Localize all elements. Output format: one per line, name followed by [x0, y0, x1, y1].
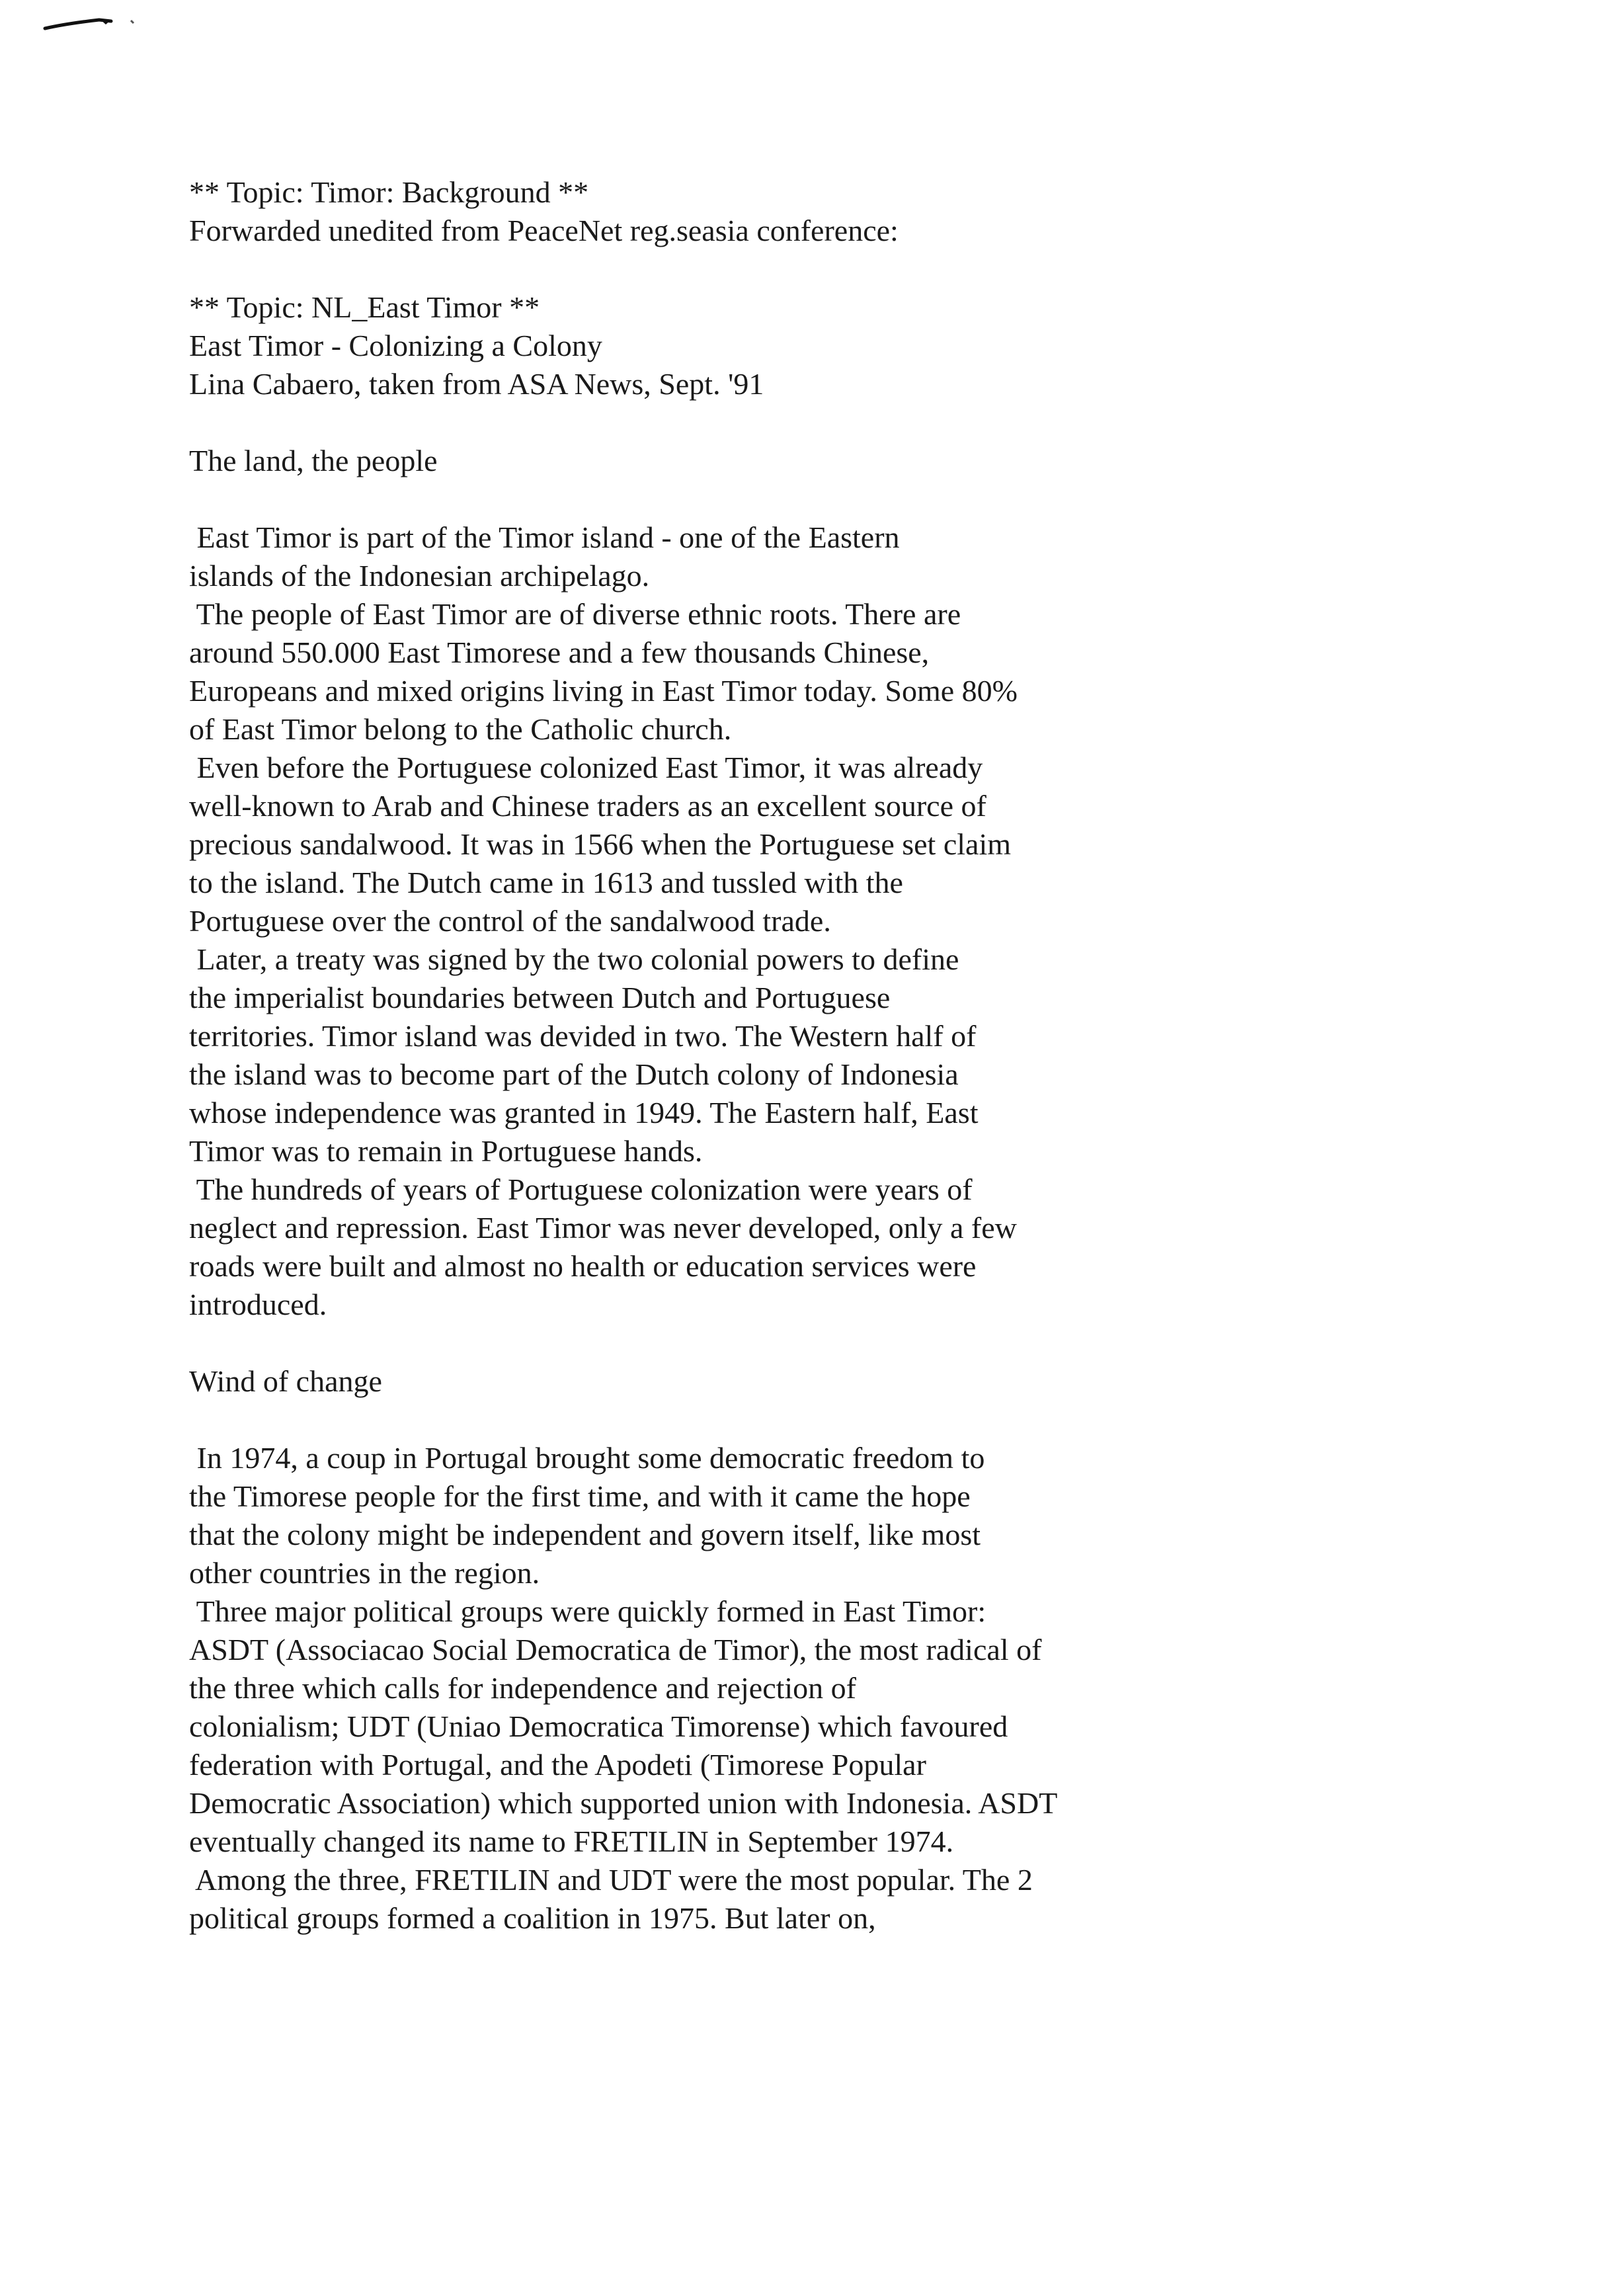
text-line: In 1974, a coup in Portugal brought some democratic freedom to — [189, 1441, 985, 1475]
text-line: East Timor - Colonizing a Colony — [189, 329, 602, 362]
text-line: The hundreds of years of Portuguese colonization were years of — [189, 1172, 973, 1206]
text-line: introduced. — [189, 1288, 327, 1321]
text-line: well-known to Arab and Chinese traders as an excellent source of — [189, 789, 986, 823]
text-line: The land, the people — [189, 444, 438, 477]
text-line: colonialism; UDT (Uniao Democratica Timorense) which favoured — [189, 1709, 1008, 1743]
text-line: islands of the Indonesian archipelago. — [189, 559, 650, 593]
text-line: precious sandalwood. It was in 1566 when the Portuguese set claim — [189, 827, 1012, 861]
scan-artifact-mark — [0, 0, 159, 40]
blank-line — [189, 480, 1485, 518]
text-line: Even before the Portuguese colonized East Timor, it was already — [189, 751, 983, 784]
text-line: to the island. The Dutch came in 1613 and tussled with the — [189, 866, 903, 899]
text-line: The people of East Timor are of diverse ethnic roots. There are — [189, 597, 961, 631]
text-line: that the colony might be independent and govern itself, like most — [189, 1518, 981, 1551]
text-line: Europeans and mixed origins living in East Timor today. Some 80% — [189, 674, 1018, 708]
text-line: Among the three, FRETILIN and UDT were the most popular. The 2 — [189, 1863, 1033, 1897]
text-line: ** Topic: NL_East Timor ** — [189, 290, 540, 324]
text-line: roads were built and almost no health or education services were — [189, 1249, 977, 1283]
text-line: Three major political groups were quickly formed in East Timor: — [189, 1594, 986, 1628]
blank-line — [189, 1324, 1485, 1362]
blank-line — [189, 1401, 1485, 1439]
text-line: the imperialist boundaries between Dutch and Portuguese — [189, 981, 891, 1014]
document-body — [189, 173, 1485, 1938]
blank-line — [189, 403, 1485, 442]
text-line: Portuguese over the control of the sandalwood trade. — [189, 904, 831, 938]
text-line: Timor was to remain in Portuguese hands. — [189, 1134, 703, 1168]
text-line: ASDT (Associacao Social Democratica de Timor), the most radical of — [189, 1633, 1042, 1666]
text-line: political groups formed a coalition in 1975. But later on, — [189, 1901, 876, 1935]
text-line: ** Topic: Timor: Background ** — [189, 175, 589, 209]
text-line: Democratic Association) which supported union with Indonesia. ASDT — [189, 1786, 1058, 1820]
text-line: other countries in the region. — [189, 1556, 540, 1590]
text-line: territories. Timor island was devided in two. The Western half of — [189, 1019, 977, 1053]
text-line: Lina Cabaero, taken from ASA News, Sept. '91 — [189, 367, 764, 401]
text-line: neglect and repression. East Timor was never developed, only a few — [189, 1211, 1017, 1245]
text-line: Wind of change — [189, 1364, 382, 1398]
text-line: the Timorese people for the first time, and with it came the hope — [189, 1479, 971, 1513]
text-line: the island was to become part of the Dutch colony of Indonesia — [189, 1057, 959, 1091]
text-line: Forwarded unedited from PeaceNet reg.seasia conference: — [189, 214, 899, 247]
text-line: East Timor is part of the Timor island - one of the Eastern — [189, 520, 900, 554]
text-line: eventually changed its name to FRETILIN in September 1974. — [189, 1824, 954, 1858]
text-line: the three which calls for independence and rejection of — [189, 1671, 856, 1705]
text-line: federation with Portugal, and the Apodeti (Timorese Popular — [189, 1748, 926, 1782]
blank-line — [189, 250, 1485, 288]
text-line: of East Timor belong to the Catholic church. — [189, 712, 732, 746]
text-line: Later, a treaty was signed by the two colonial powers to define — [189, 942, 959, 976]
text-line: around 550.000 East Timorese and a few thousands Chinese, — [189, 636, 930, 669]
text-line: whose independence was granted in 1949. The Eastern half, East — [189, 1096, 979, 1129]
